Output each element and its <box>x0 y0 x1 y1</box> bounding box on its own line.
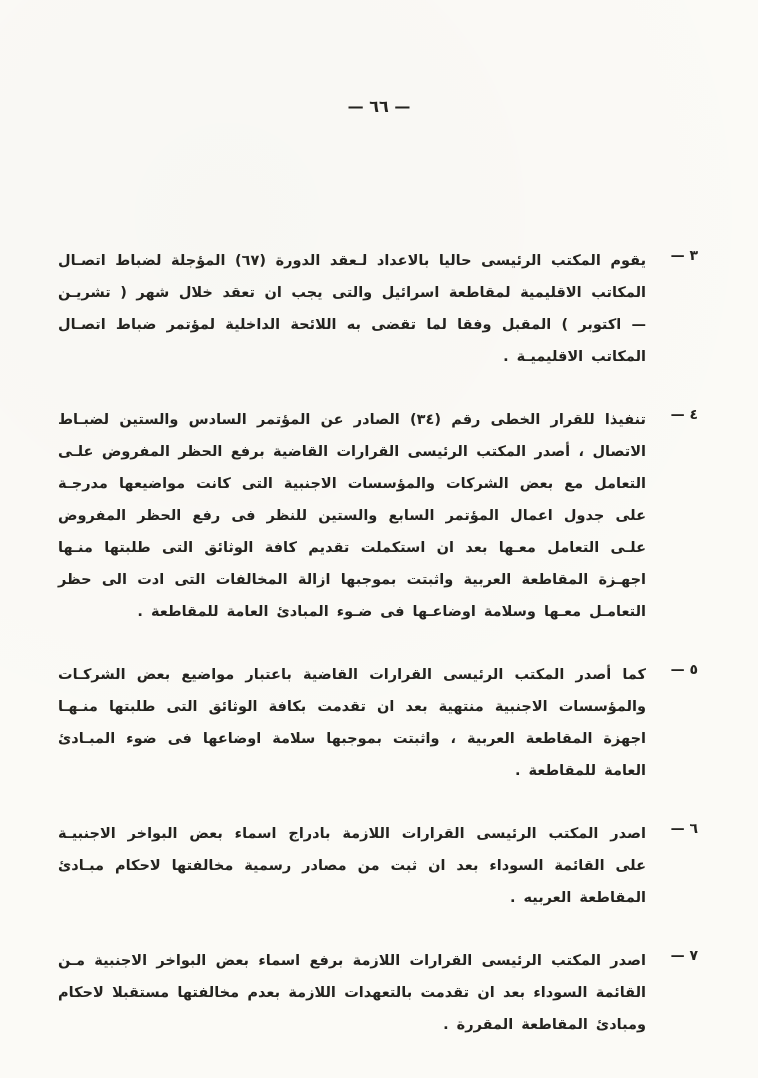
paragraph-text: يقوم المكتب الرئيسى حاليا بالاعداد لـعقد الدورة (٦٧) المؤجلة لضباط اتصـال المكاتب الاقليمية لمقاطعة اسرائيل والتى يجب ان تعقد خلال شهر ( تشريـن — اكتوبر ) المقبل وفقا لما تقضى به اللائحة الداخلية لمؤتمر ضباط اتصـال المكاتب الاقليميـة . <box>58 253 647 365</box>
paragraph <box>58 818 698 914</box>
paragraph-number: ٣ — <box>670 248 698 264</box>
paragraph-number: ٦ — <box>670 821 698 837</box>
paragraph-text: كما أصدر المكتب الرئيسى القرارات القاضية باعتبار مواضيع بعض الشركـات والمؤسسات الاجنبية منتهية بعد ان تقدمت بكافة الوثائق التى طلبتها منـهـا اجهزة المقاطعة العربية ، واثبتت بموجبها سلامة اوضاعها فى ضوء المبـادئ العامة للمقاطعة . <box>58 667 646 779</box>
paragraph-number: ٤ — <box>670 407 698 423</box>
paragraph-text: اصدر المكتب الرئيسى القرارات اللازمة بادراج اسماء بعض البواخر الاجنبيـة على القائمة السوداء بعد ان ثبت من مصادر رسمية مخالفتها لاحكام مبـادئ المقاطعة العربيه . <box>58 826 646 906</box>
document-body <box>58 245 698 1072</box>
page-number: — ٦٦ — <box>347 97 411 116</box>
paragraph-text: تنفيذا للقرار الخطى رقم (٣٤) الصادر عن المؤتمر السادس والستين لضبـاط الاتصال ، أصدر المكتب الرئيسى القرارات القاضية برفع الحظر المفروض علـى التعامل مع بعض الشركات والمؤسسات الاجنبية التى كانت مواضيعها مدرجـة على جدول اعمال المؤتمر السابع والستين للنظر فى رفع الحظر المفروض علـى التعامل معـها بعد ان استكملت تقديم كافة الوثائق التى طلبتها منـها اجهـزة المقاطعة العربية واثبتت بموجبها ازالة المخالفات التى ادت الى حظر التعامـل معـها وسلامة اوضاعـها فى ضـوء المبادئ العامة للمقاطعة . <box>58 412 646 620</box>
paragraph <box>58 245 698 373</box>
paragraph <box>58 945 698 1041</box>
paragraph-number: ٧ — <box>670 948 698 964</box>
paragraph <box>58 659 698 787</box>
paragraph-number: ٥ — <box>670 662 698 678</box>
paragraph-text: اصدر المكتب الرئيسى القرارات اللازمة برفع اسماء بعض البواخر الاجنبية مـن القائمة السوداء بعد ان تقدمت بالتعهدات اللازمة بعدم مخالفتها مستقبلا لاحكام ومبادئ المقاطعة المقررة . <box>58 953 646 1033</box>
paragraph <box>58 404 698 628</box>
